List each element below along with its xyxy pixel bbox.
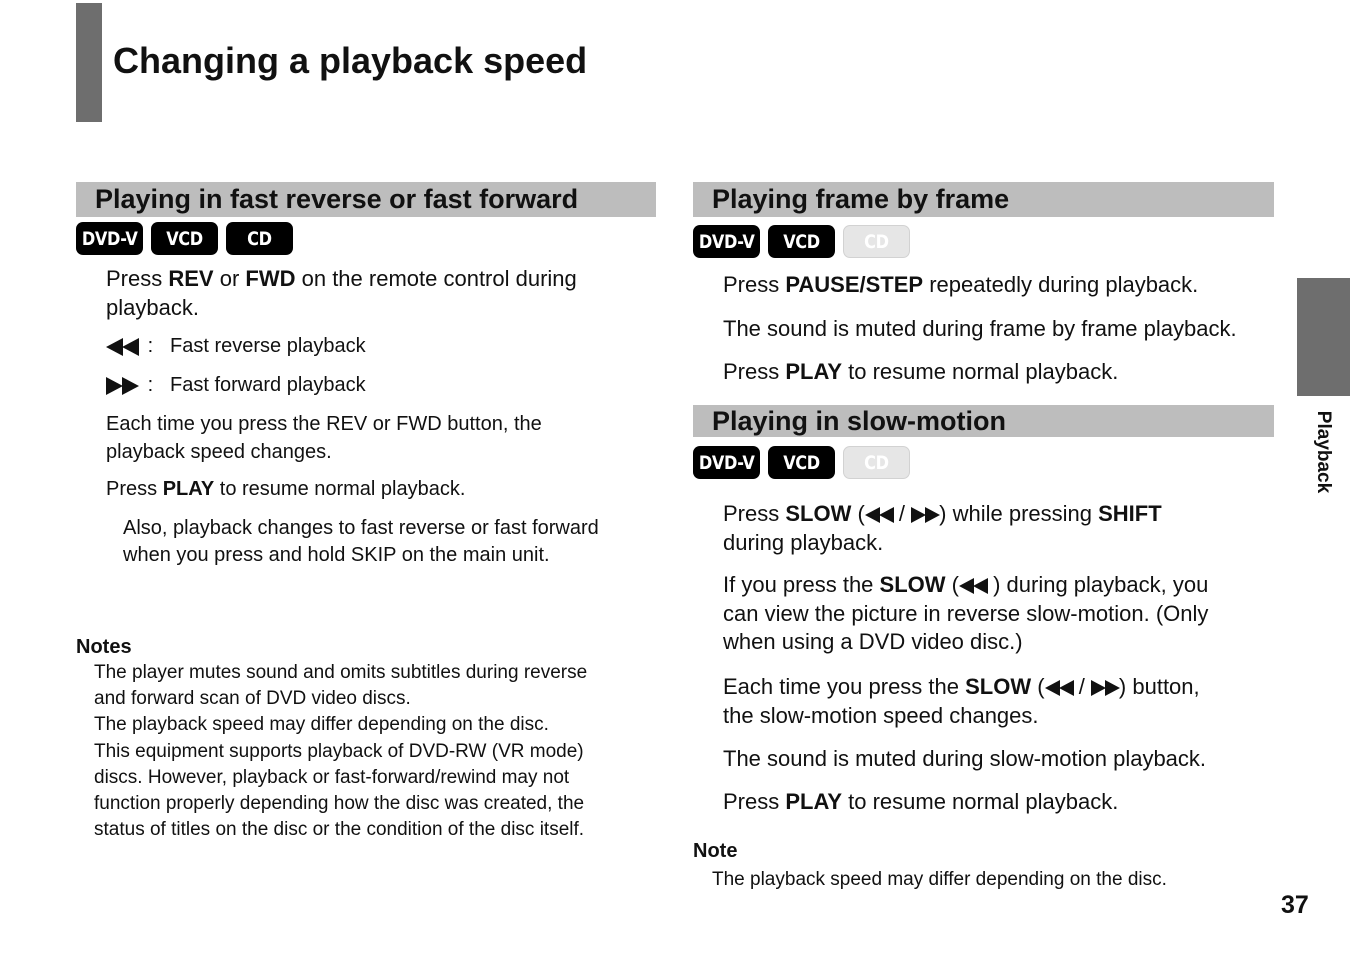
note-line: The player mutes sound and omits subtitles during reverse (94, 662, 588, 683)
page-title: Changing a playback speed (113, 40, 588, 81)
disc-badges-fast (76, 222, 293, 255)
slow-forward-icon (911, 507, 939, 523)
badge-dvd-v: DVD-V (693, 225, 760, 258)
slow-reverse-icon (959, 578, 987, 594)
note-line: status of titles on the disc or the condition of the disc itself. (94, 819, 585, 841)
slow-instruction: Press SLOW ( / ) while pressing SHIFT during playback. (723, 501, 1162, 555)
badge-cd-disabled: CD (843, 446, 910, 479)
note-line: discs. However, playback or fast-forward/rewind may not (94, 766, 570, 788)
chapter-tab (1297, 278, 1350, 396)
badge-cd-disabled: CD (843, 225, 910, 258)
section-heading-frame-by-frame: Playing frame by frame (693, 182, 1274, 217)
note-heading: Note (693, 840, 738, 862)
slow-reverse-icon (865, 507, 893, 523)
resume-text-fast: Press PLAY to resume normal playback. (106, 478, 466, 500)
fast-instruction: Press REV or FWD on the remote control during playback. (106, 266, 577, 320)
note-line: and forward scan of DVD video discs. (94, 688, 411, 710)
badge-dvd-v: DVD-V (76, 222, 143, 255)
page-number: 37 (1281, 891, 1309, 919)
slow-muted-text: The sound is muted during slow-motion playback. (723, 746, 1207, 771)
rewind-icon (106, 338, 138, 356)
skip-hold-text: Also, playback changes to fast reverse or fast forward when you press and hold SKIP on the main unit. (123, 517, 599, 566)
note-text: The playback speed may differ depending on the disc. (712, 869, 1167, 890)
badge-vcd: VCD (151, 222, 218, 255)
disc-badges-slow (693, 446, 910, 479)
note-line: This equipment supports playback of DVD-RW (VR mode) (94, 740, 584, 762)
slow-reverse-icon (1045, 680, 1073, 696)
title-accent-bar (76, 3, 102, 122)
slow-speed-change-text: Each time you press the SLOW ( / ) button, the slow-motion speed changes. (723, 674, 1200, 728)
disc-badges-frame (693, 225, 910, 258)
resume-text-frame: Press PLAY to resume normal playback. (723, 359, 1119, 384)
rev-symbol-row: : Fast reverse playback (106, 333, 153, 359)
fast-forward-icon (106, 377, 138, 395)
resume-text-slow: Press PLAY to resume normal playback. (723, 789, 1119, 814)
note-line: function properly depending how the disc was created, the (94, 793, 585, 815)
notes-list (94, 660, 587, 843)
notes-heading: Notes (76, 636, 132, 658)
badge-vcd: VCD (768, 225, 835, 258)
badge-vcd: VCD (768, 446, 835, 479)
chapter-label: Playback (1313, 410, 1334, 494)
badge-cd: CD (226, 222, 293, 255)
slow-forward-icon (1091, 680, 1119, 696)
note-line: The playback speed may differ depending on the disc. (94, 714, 549, 736)
speed-change-text: Each time you press the REV or FWD button, the playback speed changes. (106, 413, 542, 463)
fwd-symbol-row: : Fast forward playback (106, 372, 153, 398)
frame-instruction: Press PAUSE/STEP repeatedly during playback. (723, 272, 1199, 297)
section-heading-fast-reverse-forward: Playing in fast reverse or fast forward (76, 182, 656, 217)
frame-muted-text: The sound is muted during frame by frame playback. (723, 316, 1237, 341)
section-heading-slow-motion: Playing in slow-motion (693, 405, 1274, 437)
slow-reverse-text: If you press the SLOW ( ) during playback, you can view the picture in reverse slow-motion. (Only when using a DVD video disc.) (723, 572, 1209, 654)
badge-dvd-v: DVD-V (693, 446, 760, 479)
